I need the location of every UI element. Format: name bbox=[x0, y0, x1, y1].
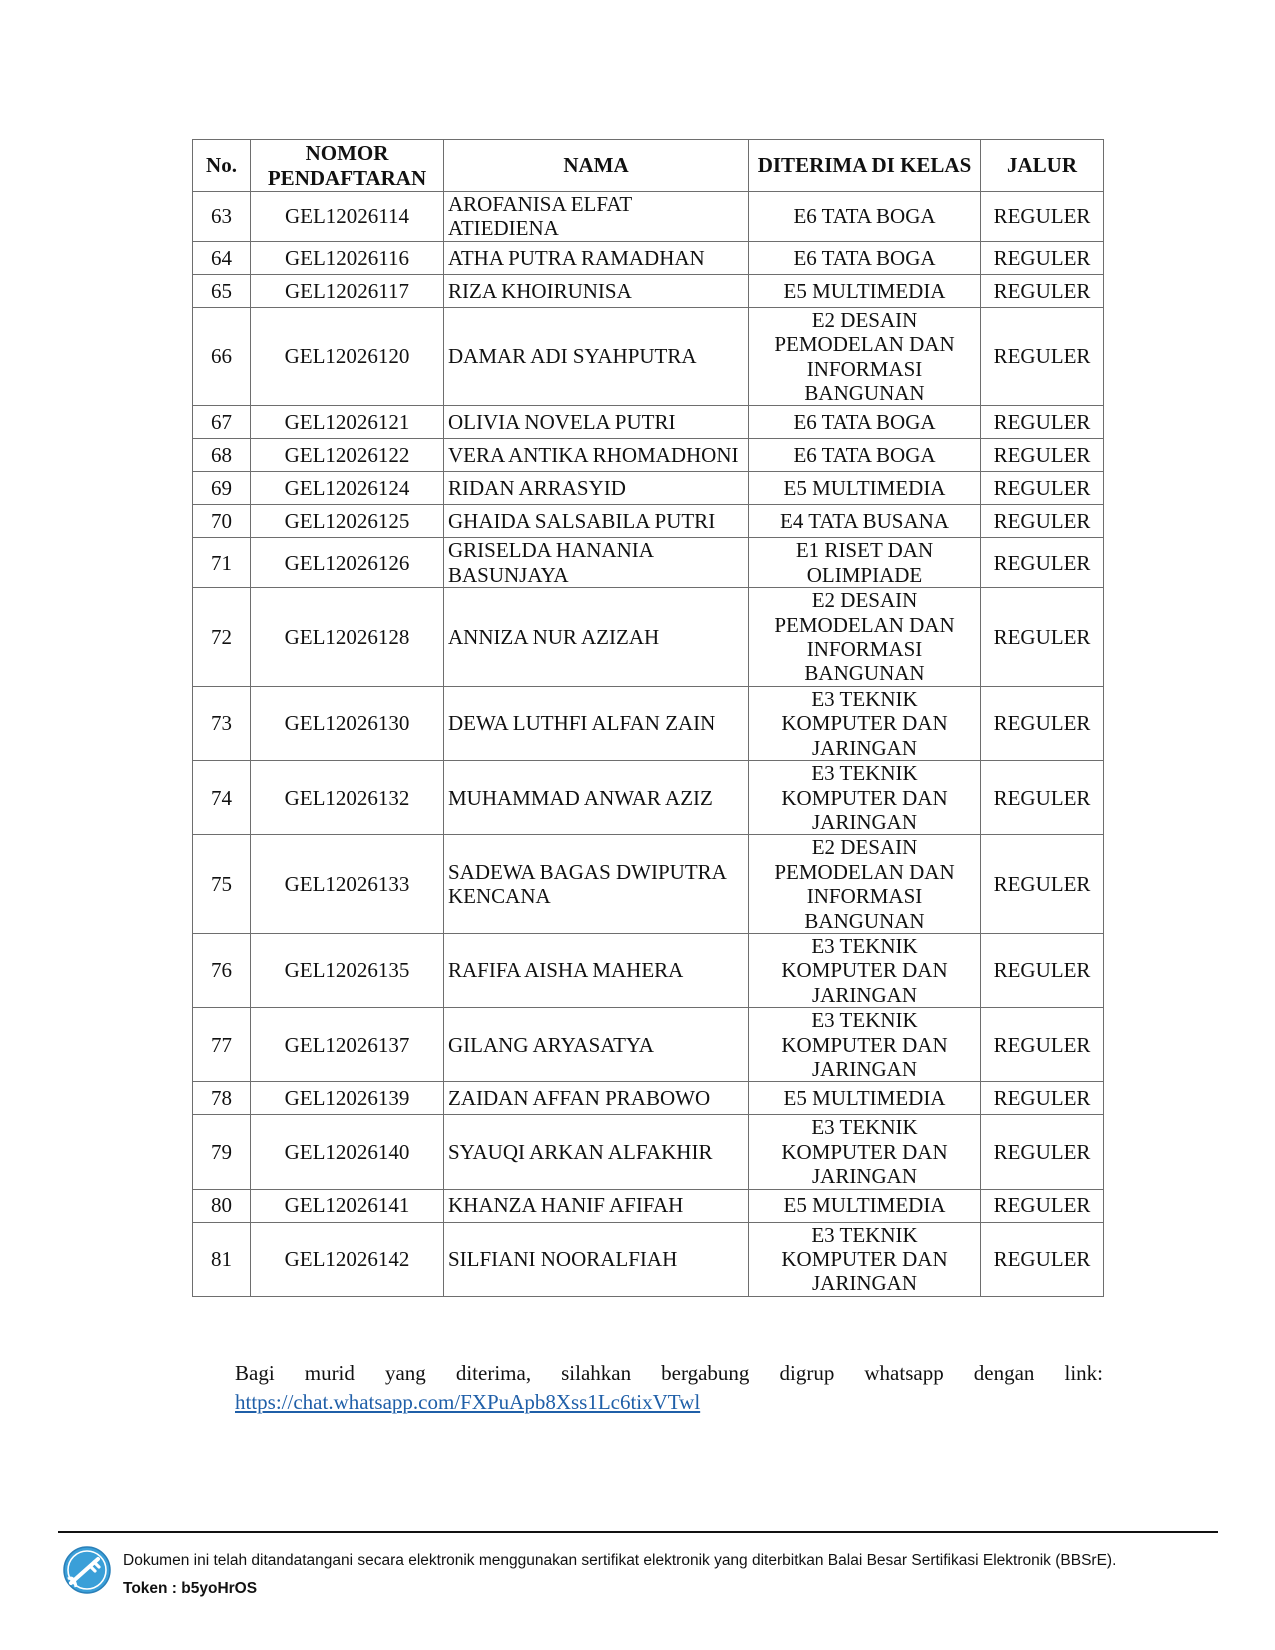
cell-no: 76 bbox=[193, 933, 251, 1007]
cell-nomor-pendaftaran: GEL12026133 bbox=[251, 835, 444, 934]
cell-diterima-di-kelas: E4 TATA BUSANA bbox=[749, 505, 981, 538]
cell-diterima-di-kelas: E3 TEKNIK KOMPUTER DAN JARINGAN bbox=[749, 1008, 981, 1082]
table-row bbox=[193, 686, 1104, 760]
cell-jalur: REGULER bbox=[981, 686, 1104, 760]
cell-nomor-pendaftaran: GEL12026137 bbox=[251, 1008, 444, 1082]
cell-jalur: REGULER bbox=[981, 588, 1104, 687]
cell-nomor-pendaftaran: GEL12026122 bbox=[251, 439, 444, 472]
cell-jalur: REGULER bbox=[981, 439, 1104, 472]
cell-nomor-pendaftaran: GEL12026120 bbox=[251, 307, 444, 406]
table-row bbox=[193, 439, 1104, 472]
cell-nama: ATHA PUTRA RAMADHAN bbox=[444, 241, 749, 274]
table-row bbox=[193, 1008, 1104, 1082]
cell-diterima-di-kelas: E1 RISET DAN OLIMPIADE bbox=[749, 538, 981, 588]
table-row bbox=[193, 505, 1104, 538]
table-row bbox=[193, 241, 1104, 274]
cell-no: 64 bbox=[193, 241, 251, 274]
cell-diterima-di-kelas: E2 DESAIN PEMODELAN DAN INFORMASI BANGUNAN bbox=[749, 307, 981, 406]
cell-nomor-pendaftaran: GEL12026125 bbox=[251, 505, 444, 538]
cell-jalur: REGULER bbox=[981, 241, 1104, 274]
cell-nomor-pendaftaran: GEL12026126 bbox=[251, 538, 444, 588]
cell-nama: OLIVIA NOVELA PUTRI bbox=[444, 406, 749, 439]
cell-nama: MUHAMMAD ANWAR AZIZ bbox=[444, 761, 749, 835]
cell-nama: AROFANISA ELFAT ATIEDIENA bbox=[444, 192, 749, 242]
cell-jalur: REGULER bbox=[981, 835, 1104, 934]
admission-table bbox=[192, 139, 1104, 1297]
cell-no: 63 bbox=[193, 192, 251, 242]
cell-jalur: REGULER bbox=[981, 538, 1104, 588]
table-row bbox=[193, 588, 1104, 687]
cell-jalur: REGULER bbox=[981, 1115, 1104, 1189]
table-row bbox=[193, 406, 1104, 439]
cell-nama: SILFIANI NOORALFIAH bbox=[444, 1222, 749, 1296]
table-row bbox=[193, 1189, 1104, 1222]
cell-no: 70 bbox=[193, 505, 251, 538]
cell-nama: KHANZA HANIF AFIFAH bbox=[444, 1189, 749, 1222]
table-header-row bbox=[193, 140, 1104, 192]
table-row bbox=[193, 1222, 1104, 1296]
cell-diterima-di-kelas: E3 TEKNIK KOMPUTER DAN JARINGAN bbox=[749, 933, 981, 1007]
cell-jalur: REGULER bbox=[981, 1189, 1104, 1222]
cell-nomor-pendaftaran: GEL12026130 bbox=[251, 686, 444, 760]
cell-nomor-pendaftaran: GEL12026140 bbox=[251, 1115, 444, 1189]
cell-nama: RIDAN ARRASYID bbox=[444, 472, 749, 505]
esign-statement: Dokumen ini telah ditandatangani secara elektronik menggunakan sertifikat elektronik yang diterbitkan Balai Besar Sertifikasi Elektronik (BBSrE). bbox=[123, 1552, 1117, 1569]
cell-jalur: REGULER bbox=[981, 406, 1104, 439]
cell-no: 77 bbox=[193, 1008, 251, 1082]
cell-diterima-di-kelas: E5 MULTIMEDIA bbox=[749, 472, 981, 505]
cell-nama: ZAIDAN AFFAN PRABOWO bbox=[444, 1082, 749, 1115]
table-row bbox=[193, 1115, 1104, 1189]
table-row bbox=[193, 835, 1104, 934]
cell-nama: DAMAR ADI SYAHPUTRA bbox=[444, 307, 749, 406]
cell-diterima-di-kelas: E6 TATA BOGA bbox=[749, 241, 981, 274]
cell-diterima-di-kelas: E6 TATA BOGA bbox=[749, 192, 981, 242]
cell-jalur: REGULER bbox=[981, 505, 1104, 538]
cell-jalur: REGULER bbox=[981, 1008, 1104, 1082]
cell-jalur: REGULER bbox=[981, 1082, 1104, 1115]
table-row bbox=[193, 274, 1104, 307]
cell-nama: DEWA LUTHFI ALFAN ZAIN bbox=[444, 686, 749, 760]
cell-diterima-di-kelas: E3 TEKNIK KOMPUTER DAN JARINGAN bbox=[749, 761, 981, 835]
cell-diterima-di-kelas: E5 MULTIMEDIA bbox=[749, 1082, 981, 1115]
header-diterima-di-kelas: DITERIMA DI KELAS bbox=[749, 140, 981, 192]
table-row bbox=[193, 538, 1104, 588]
cell-no: 69 bbox=[193, 472, 251, 505]
cell-no: 72 bbox=[193, 588, 251, 687]
cell-nama: RAFIFA AISHA MAHERA bbox=[444, 933, 749, 1007]
token-label: Token : b5yoHrOS bbox=[123, 1580, 258, 1597]
cell-nomor-pendaftaran: GEL12026135 bbox=[251, 933, 444, 1007]
bsre-key-icon bbox=[62, 1545, 112, 1595]
table-row bbox=[193, 1082, 1104, 1115]
cell-diterima-di-kelas: E2 DESAIN PEMODELAN DAN INFORMASI BANGUNAN bbox=[749, 588, 981, 687]
cell-nama: SADEWA BAGAS DWIPUTRA KENCANA bbox=[444, 835, 749, 934]
cell-nama: GHAIDA SALSABILA PUTRI bbox=[444, 505, 749, 538]
cell-jalur: REGULER bbox=[981, 761, 1104, 835]
footer-divider bbox=[58, 1531, 1218, 1533]
cell-nomor-pendaftaran: GEL12026121 bbox=[251, 406, 444, 439]
cell-nomor-pendaftaran: GEL12026142 bbox=[251, 1222, 444, 1296]
cell-no: 71 bbox=[193, 538, 251, 588]
cell-jalur: REGULER bbox=[981, 472, 1104, 505]
header-nama: NAMA bbox=[444, 140, 749, 192]
cell-no: 66 bbox=[193, 307, 251, 406]
cell-diterima-di-kelas: E5 MULTIMEDIA bbox=[749, 274, 981, 307]
cell-nomor-pendaftaran: GEL12026116 bbox=[251, 241, 444, 274]
cell-no: 78 bbox=[193, 1082, 251, 1115]
cell-jalur: REGULER bbox=[981, 274, 1104, 307]
cell-nomor-pendaftaran: GEL12026141 bbox=[251, 1189, 444, 1222]
table-row bbox=[193, 761, 1104, 835]
cell-diterima-di-kelas: E3 TEKNIK KOMPUTER DAN JARINGAN bbox=[749, 1222, 981, 1296]
cell-nomor-pendaftaran: GEL12026128 bbox=[251, 588, 444, 687]
table-row bbox=[193, 472, 1104, 505]
cell-diterima-di-kelas: E2 DESAIN PEMODELAN DAN INFORMASI BANGUNAN bbox=[749, 835, 981, 934]
cell-nomor-pendaftaran: GEL12026114 bbox=[251, 192, 444, 242]
cell-no: 67 bbox=[193, 406, 251, 439]
cell-nama: ANNIZA NUR AZIZAH bbox=[444, 588, 749, 687]
cell-nomor-pendaftaran: GEL12026132 bbox=[251, 761, 444, 835]
whatsapp-notice bbox=[235, 1359, 1103, 1417]
cell-nomor-pendaftaran: GEL12026124 bbox=[251, 472, 444, 505]
cell-no: 68 bbox=[193, 439, 251, 472]
cell-diterima-di-kelas: E3 TEKNIK KOMPUTER DAN JARINGAN bbox=[749, 686, 981, 760]
cell-jalur: REGULER bbox=[981, 1222, 1104, 1296]
cell-no: 65 bbox=[193, 274, 251, 307]
cell-no: 81 bbox=[193, 1222, 251, 1296]
cell-diterima-di-kelas: E6 TATA BOGA bbox=[749, 406, 981, 439]
cell-nama: GILANG ARYASATYA bbox=[444, 1008, 749, 1082]
cell-diterima-di-kelas: E5 MULTIMEDIA bbox=[749, 1189, 981, 1222]
cell-diterima-di-kelas: E6 TATA BOGA bbox=[749, 439, 981, 472]
cell-no: 80 bbox=[193, 1189, 251, 1222]
cell-no: 74 bbox=[193, 761, 251, 835]
header-no: No. bbox=[193, 140, 251, 192]
cell-nama: GRISELDA HANANIA BASUNJAYA bbox=[444, 538, 749, 588]
cell-nomor-pendaftaran: GEL12026139 bbox=[251, 1082, 444, 1115]
header-jalur: JALUR bbox=[981, 140, 1104, 192]
cell-no: 73 bbox=[193, 686, 251, 760]
table-row bbox=[193, 933, 1104, 1007]
table-body bbox=[193, 192, 1104, 1297]
cell-no: 79 bbox=[193, 1115, 251, 1189]
cell-no: 75 bbox=[193, 835, 251, 934]
cell-nomor-pendaftaran: GEL12026117 bbox=[251, 274, 444, 307]
cell-nama: SYAUQI ARKAN ALFAKHIR bbox=[444, 1115, 749, 1189]
table-row bbox=[193, 307, 1104, 406]
table-row bbox=[193, 192, 1104, 242]
cell-jalur: REGULER bbox=[981, 307, 1104, 406]
whatsapp-link[interactable]: https://chat.whatsapp.com/FXPuApb8Xss1Lc6tixVTwl bbox=[235, 1390, 701, 1414]
header-nomor-pendaftaran: NOMOR PENDAFTARAN bbox=[251, 140, 444, 192]
cell-jalur: REGULER bbox=[981, 933, 1104, 1007]
notice-text: Bagi murid yang diterima, silahkan bergabung digrup whatsapp dengan link: bbox=[235, 1361, 1103, 1385]
cell-jalur: REGULER bbox=[981, 192, 1104, 242]
cell-diterima-di-kelas: E3 TEKNIK KOMPUTER DAN JARINGAN bbox=[749, 1115, 981, 1189]
cell-nama: RIZA KHOIRUNISA bbox=[444, 274, 749, 307]
cell-nama: VERA ANTIKA RHOMADHONI bbox=[444, 439, 749, 472]
